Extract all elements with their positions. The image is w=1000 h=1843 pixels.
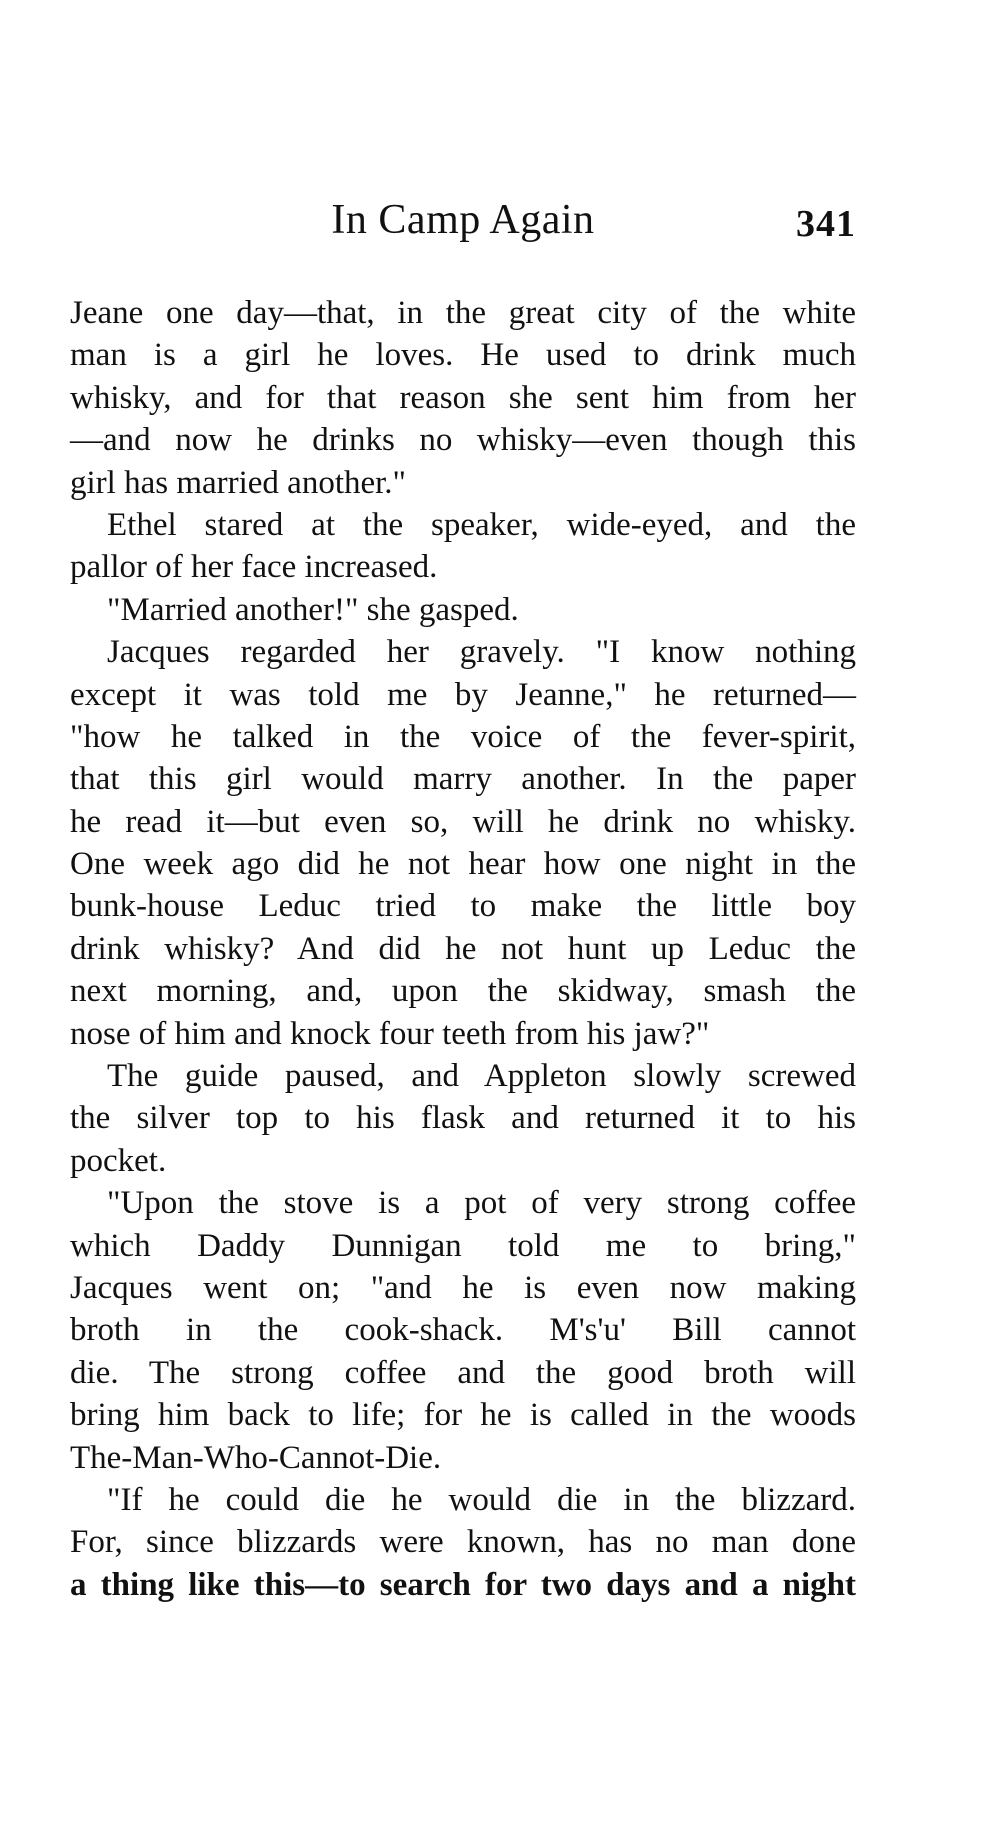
- text-line: pocket.: [70, 1142, 167, 1179]
- text-line: "how he talked in the voice of the fever-spirit,: [70, 718, 856, 755]
- text-line: One week ago did he not hear how one night in the: [70, 846, 856, 883]
- text-line: pallor of her face increased.: [70, 549, 438, 586]
- text-line: Ethel stared at the speaker, wide-eyed, and the: [107, 506, 856, 543]
- text-line: next morning, and, upon the skidway, smash the: [70, 973, 856, 1010]
- text-line: For, since blizzards were known, has no man done: [70, 1524, 856, 1561]
- text-line: broth in the cook-shack. M's'u' Bill cannot: [70, 1312, 856, 1349]
- text-line: Jacques went on; "and he is even now making: [70, 1269, 856, 1306]
- text-line: bring him back to life; for he is called in the woods: [70, 1397, 856, 1434]
- text-line: nose of him and knock four teeth from his jaw?": [70, 1015, 710, 1052]
- page-number: 341: [796, 203, 856, 245]
- text-line: "Married another!" she gasped.: [107, 591, 519, 628]
- text-line: The-Man-Who-Cannot-Die.: [70, 1439, 442, 1476]
- text-line: "Upon the stove is a pot of very strong coffee: [107, 1185, 856, 1222]
- text-line: —and now he drinks no whisky—even though this: [70, 422, 856, 459]
- running-title: In Camp Again: [331, 197, 595, 243]
- text-line: bunk-house Leduc tried to make the little boy: [70, 888, 856, 925]
- text-line: man is a girl he loves. He used to drink much: [70, 337, 856, 374]
- body-text: [70, 292, 856, 1606]
- text-line: except it was told me by Jeanne," he returned—: [70, 676, 856, 713]
- text-line: drink whisky? And did he not hunt up Leduc the: [70, 930, 856, 967]
- text-line: a thing like this—to search for two days and a night: [70, 1566, 856, 1603]
- text-line: he read it—but even so, will he drink no whisky.: [70, 803, 856, 840]
- text-line: whisky, and for that reason she sent him from her: [70, 379, 856, 416]
- running-head: [70, 192, 856, 248]
- text-line: die. The strong coffee and the good broth will: [70, 1354, 856, 1391]
- text-line: the silver top to his flask and returned it to his: [70, 1100, 856, 1137]
- text-line: "If he could die he would die in the blizzard.: [107, 1481, 856, 1518]
- text-line: that this girl would marry another. In the paper: [70, 761, 856, 798]
- text-line: Jacques regarded her gravely. "I know nothing: [107, 634, 856, 671]
- text-line: which Daddy Dunnigan told me to bring,": [70, 1227, 856, 1264]
- text-line: girl has married another.": [70, 464, 407, 501]
- text-line: The guide paused, and Appleton slowly screwed: [107, 1058, 856, 1095]
- text-line: Jeane one day—that, in the great city of the white: [70, 295, 856, 331]
